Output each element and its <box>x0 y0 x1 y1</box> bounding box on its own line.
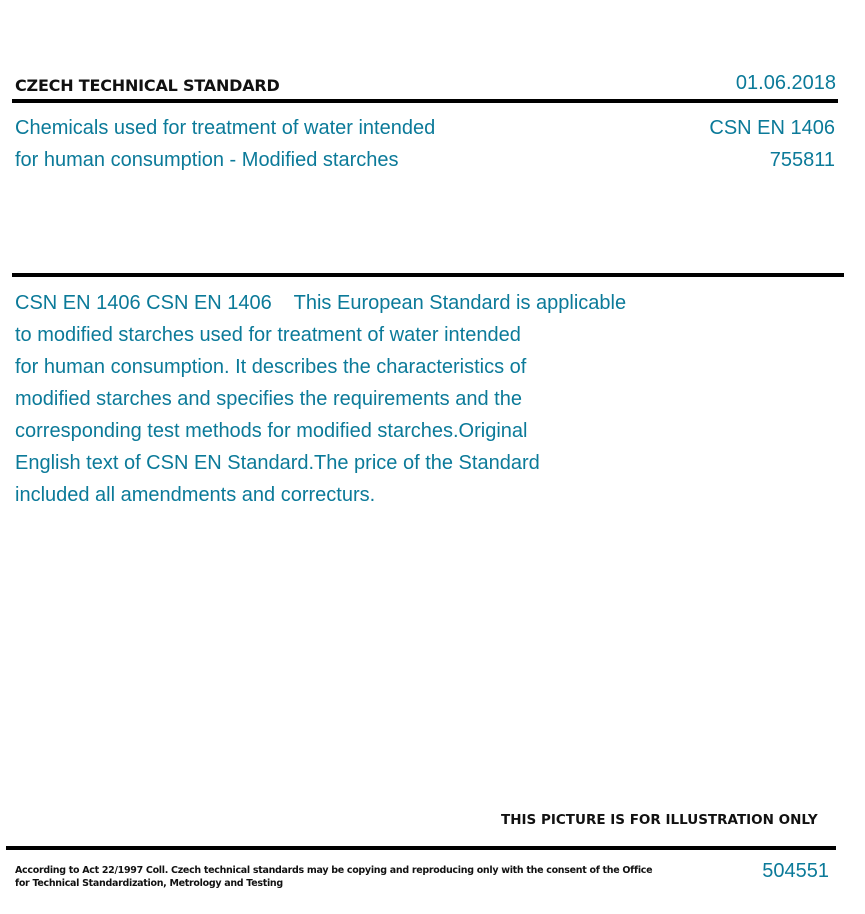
document-type-label: CZECH TECHNICAL STANDARD <box>15 76 280 95</box>
description-line: to modified starches used for treatment of water intended <box>15 324 521 346</box>
publication-date: 01.06.2018 <box>735 72 836 94</box>
description-line: corresponding test methods for modified starches.Original <box>15 420 528 442</box>
description-line: for human consumption. It describes the characteristics of <box>15 356 527 378</box>
copyright-note-line: for Technical Standardization, Metrology and Testing <box>15 878 283 889</box>
title-line-1: Chemicals used for treatment of water intended <box>15 117 436 139</box>
middle-divider <box>12 273 844 277</box>
copyright-note <box>15 864 652 890</box>
description-line: included all amendments and correcturs. <box>15 484 376 506</box>
copyright-note-line: According to Act 22/1997 Coll. Czech technical standards may be copying and reproducing only with the consent of the Office <box>15 865 653 876</box>
illustration-disclaimer: THIS PICTURE IS FOR ILLUSTRATION ONLY <box>501 812 818 828</box>
standard-code: CSN EN 1406 <box>709 117 835 139</box>
top-divider <box>12 99 838 103</box>
bottom-divider <box>6 846 836 850</box>
product-number: 504551 <box>762 860 829 882</box>
description-text <box>15 287 715 511</box>
description-line: modified starches and specifies the requirements and the <box>15 388 522 410</box>
description-line: CSN EN 1406 CSN EN 1406 This European Standard is applicable <box>15 292 627 314</box>
description-line: English text of CSN EN Standard.The price of the Standard <box>15 452 540 474</box>
class-number: 755811 <box>769 149 835 171</box>
title-line-2: for human consumption - Modified starches <box>15 149 399 171</box>
